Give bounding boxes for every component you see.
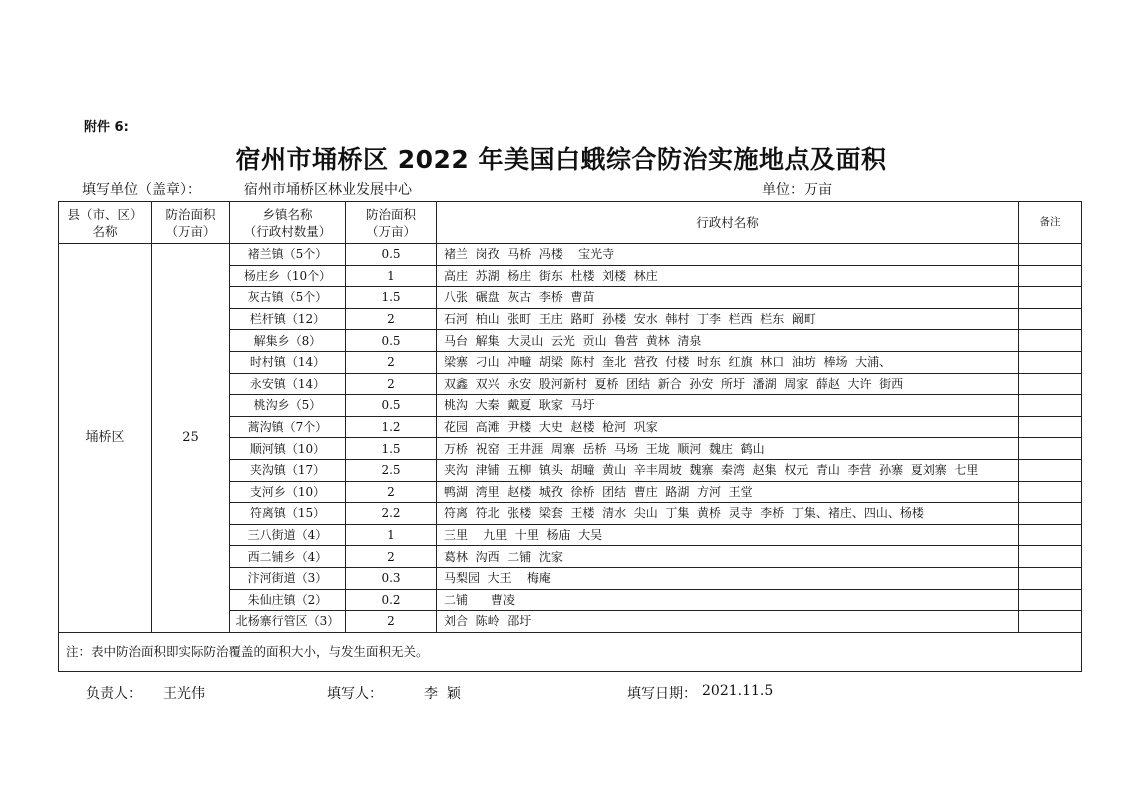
county-total-cell: 25 [152, 244, 230, 633]
town-cell: 顺河镇（10） [230, 438, 346, 460]
town-area-cell: 1.2 [346, 416, 437, 438]
header-county-line2: 名称 [92, 223, 118, 239]
town-area-cell: 1 [346, 265, 437, 287]
town-cell: 褚兰镇（5个） [230, 244, 346, 266]
town-area-cell: 1 [346, 524, 437, 546]
fill-date: 2021.11.5 [702, 683, 774, 699]
header-town-area-line2: （万亩） [365, 223, 416, 239]
town-area-cell: 2 [346, 373, 437, 395]
person-label: 负责人： [86, 686, 142, 702]
town-area-cell: 1.5 [346, 287, 437, 309]
town-cell: 杨庄乡（10个） [230, 265, 346, 287]
remark-cell [1019, 524, 1082, 546]
person-name: 王光伟 [163, 686, 205, 702]
villages-cell: 桃沟 大秦 戴夏 耿家 马圩 [437, 395, 1019, 417]
town-cell: 汴河街道（3） [230, 567, 346, 589]
remark-cell [1019, 244, 1082, 266]
villages-cell: 褚兰 岗孜 马桥 冯楼 宝光寺 [437, 244, 1019, 266]
town-area-cell: 0.5 [346, 330, 437, 352]
header-town [230, 202, 346, 244]
villages-cell: 葛林 沟西 二铺 沈家 [437, 546, 1019, 568]
date-label: 填写日期： [627, 686, 697, 702]
remark-cell [1019, 567, 1082, 589]
header-area-line1: 防治面积 [165, 206, 216, 222]
town-cell: 支河乡（10） [230, 481, 346, 503]
town-cell: 灰古镇（5个） [230, 287, 346, 309]
remark-cell [1019, 330, 1082, 352]
header-area-line2: （万亩） [165, 223, 216, 239]
villages-cell: 符离 符北 张楼 梁套 王楼 清水 尖山 丁集 黄桥 灵寺 李桥 丁集、褚庄、四山、杨楼 [437, 503, 1019, 525]
town-cell: 永安镇（14） [230, 373, 346, 395]
villages-cell: 夹沟 津铺 五柳 镇头 胡疃 黄山 辛丰周坡 魏寨 秦湾 赵集 权元 青山 李营 孙寨 夏刘寨 七里 [437, 459, 1019, 481]
header-county-line1: 县（市、区） [67, 206, 143, 222]
villages-cell: 三里 九里 十里 杨庙 大吴 [437, 524, 1019, 546]
remark-cell [1019, 373, 1082, 395]
remark-cell [1019, 503, 1082, 525]
remark-cell [1019, 308, 1082, 330]
town-cell: 时村镇（14） [230, 351, 346, 373]
remark-cell [1019, 265, 1082, 287]
town-area-cell: 2 [346, 481, 437, 503]
remark-cell [1019, 589, 1082, 611]
note-row [59, 632, 1082, 671]
town-area-cell: 0.3 [346, 567, 437, 589]
filler-label: 填写人： [327, 686, 383, 702]
town-area-cell: 2.5 [346, 459, 437, 481]
remark-cell [1019, 351, 1082, 373]
town-area-cell: 2.2 [346, 503, 437, 525]
town-area-cell: 0.2 [346, 589, 437, 611]
page-title: 宿州市埇桥区 2022 年美国白蛾综合防治实施地点及面积 [235, 145, 887, 174]
header-town-line2: （行政村数量） [243, 223, 332, 239]
town-cell: 北杨寨行管区（3） [230, 611, 346, 633]
data-table [58, 201, 1082, 672]
villages-cell: 梁寨 刁山 冲疃 胡梁 陈村 奎北 营孜 付楼 时东 红旗 林口 油坊 棒场 大浦、 [437, 351, 1019, 373]
header-town-line1: 乡镇名称 [262, 206, 313, 222]
remark-cell [1019, 287, 1082, 309]
remark-cell [1019, 481, 1082, 503]
remark-cell [1019, 546, 1082, 568]
remark-cell [1019, 395, 1082, 417]
villages-cell: 马梨园 大王 梅庵 [437, 567, 1019, 589]
villages-cell: 鸭湖 湾里 赵楼 城孜 徐桥 团结 曹庄 路湖 方河 王堂 [437, 481, 1019, 503]
town-area-cell: 0.5 [346, 395, 437, 417]
town-area-cell: 2 [346, 546, 437, 568]
header-area [152, 202, 230, 244]
town-cell: 符离镇（15） [230, 503, 346, 525]
filler-name: 李 颖 [424, 686, 461, 702]
town-cell: 三八街道（4） [230, 524, 346, 546]
header-town-area-line1: 防治面积 [365, 206, 416, 222]
town-area-cell: 1.5 [346, 438, 437, 460]
town-cell: 蒿沟镇（7个） [230, 416, 346, 438]
attachment-label: 附件 6: [84, 120, 129, 135]
town-area-cell: 2 [346, 611, 437, 633]
villages-cell: 万桥 祝窑 王井涯 周寨 岳桥 马场 王垅 顺河 魏庄 鹤山 [437, 438, 1019, 460]
unit-value: 宿州市埇桥区林业发展中心 [244, 182, 412, 198]
remark-cell [1019, 459, 1082, 481]
remark-cell [1019, 611, 1082, 633]
villages-cell: 二铺 曹凌 [437, 589, 1019, 611]
header-county [59, 202, 152, 244]
town-area-cell: 2 [346, 351, 437, 373]
header-villages: 行政村名称 [437, 202, 1019, 244]
header-remark: 备注 [1019, 202, 1082, 244]
unit-label: 填写单位（盖章）： [82, 182, 201, 198]
header-town-area [346, 202, 437, 244]
county-cell: 埇桥区 [59, 244, 152, 633]
town-cell: 桃沟乡（5） [230, 395, 346, 417]
villages-cell: 刘合 陈岭 邵圩 [437, 611, 1019, 633]
remark-cell [1019, 416, 1082, 438]
villages-cell: 马台 解集 大灵山 云光 贡山 鲁营 黄林 清泉 [437, 330, 1019, 352]
villages-cell: 八张 碾盘 灰古 李桥 曹苗 [437, 287, 1019, 309]
town-cell: 栏杆镇（12） [230, 308, 346, 330]
town-area-cell: 0.5 [346, 244, 437, 266]
villages-cell: 花园 高滩 尹楼 大史 赵楼 枪河 巩家 [437, 416, 1019, 438]
villages-cell: 石河 柏山 张町 王庄 路町 孙楼 安水 韩村 丁李 栏西 栏东 阚町 [437, 308, 1019, 330]
table-note: 注：表中防治面积即实际防治覆盖的面积大小，与发生面积无关。 [59, 632, 1082, 671]
town-cell: 西二铺乡（4） [230, 546, 346, 568]
table-header-row [59, 202, 1082, 244]
villages-cell: 双鑫 双兴 永安 股河新村 夏桥 团结 新合 孙安 所圩 潘湖 周家 薛赵 大许 街西 [437, 373, 1019, 395]
remark-cell [1019, 438, 1082, 460]
villages-cell: 高庄 苏湖 杨庄 街东 杜楼 刘楼 林庄 [437, 265, 1019, 287]
table-row [59, 244, 1082, 266]
town-cell: 夹沟镇（17） [230, 459, 346, 481]
town-area-cell: 2 [346, 308, 437, 330]
town-cell: 朱仙庄镇（2） [230, 589, 346, 611]
measure-unit: 单位：万亩 [762, 182, 832, 198]
town-cell: 解集乡（8） [230, 330, 346, 352]
